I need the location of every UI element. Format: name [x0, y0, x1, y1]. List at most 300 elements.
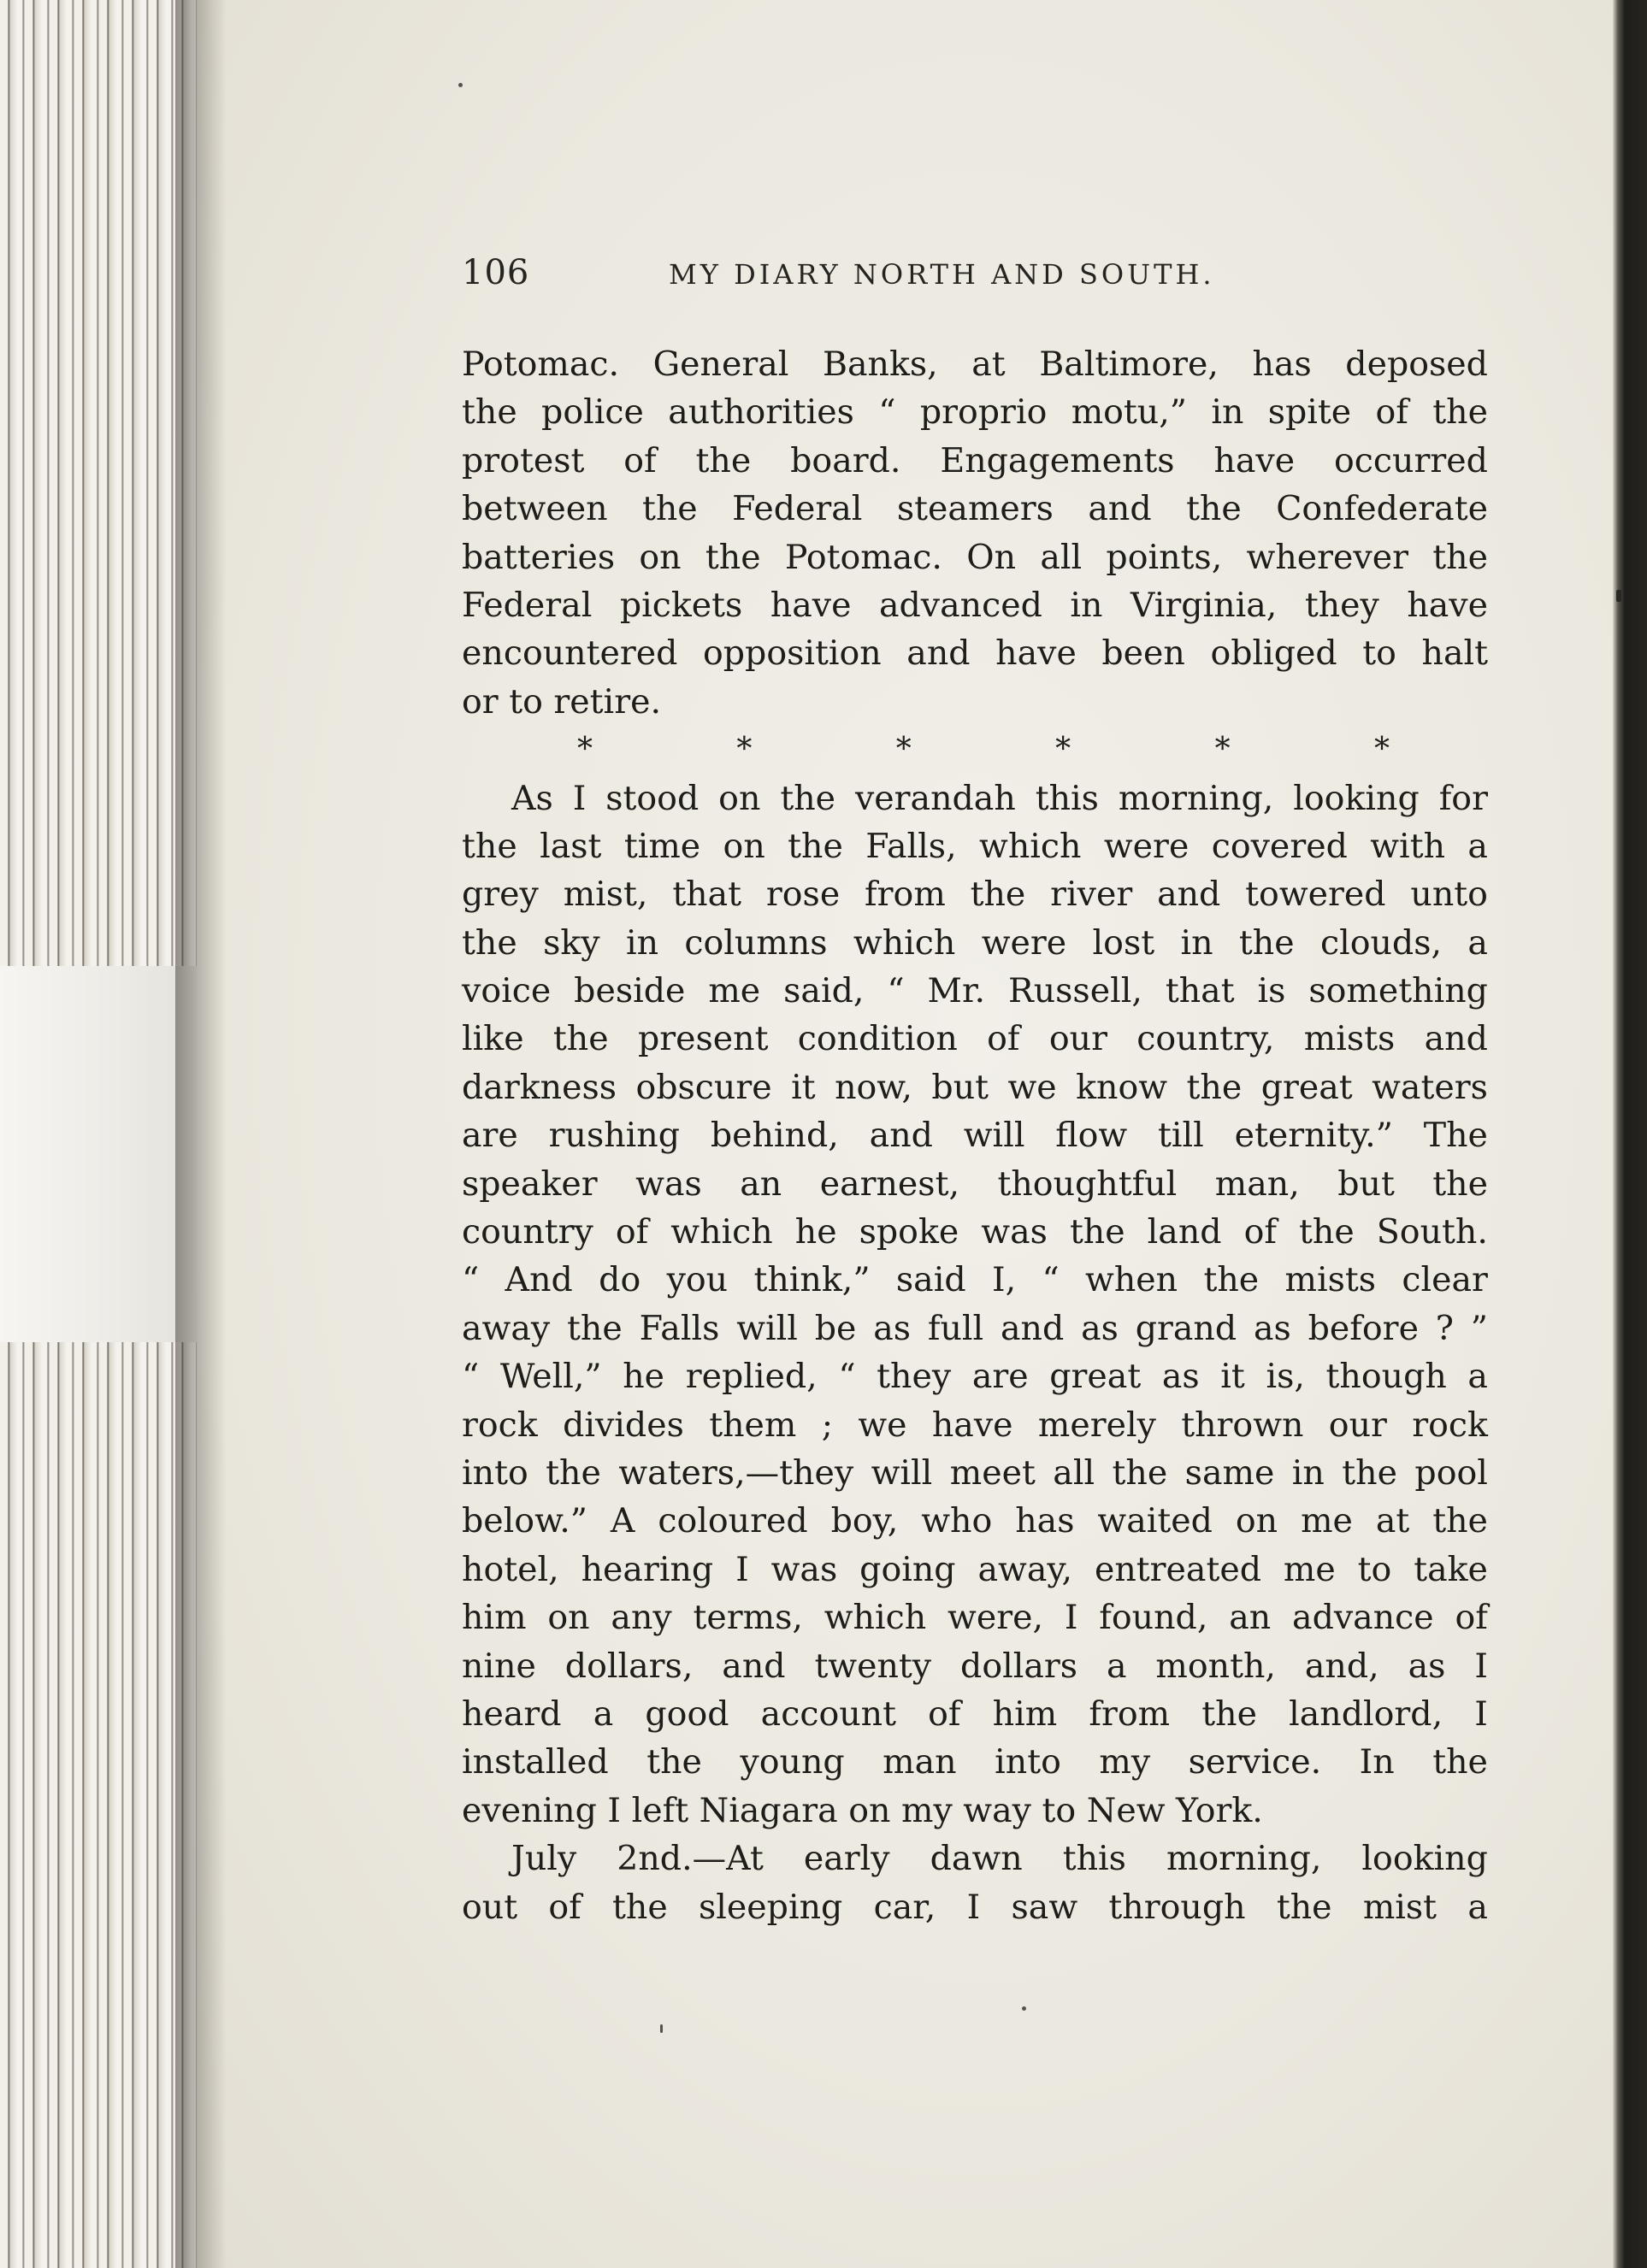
running-head: [462, 253, 1317, 304]
word: land: [1147, 1212, 1222, 1252]
word: hearing: [581, 1549, 714, 1589]
word: have: [1213, 440, 1296, 480]
word: the: [705, 537, 761, 577]
word: obscure: [635, 1067, 772, 1107]
word: and: [1000, 1308, 1065, 1348]
asterisk: *: [1214, 732, 1231, 768]
word: of: [1243, 1212, 1277, 1252]
word: obliged: [1210, 633, 1337, 674]
word: as: [873, 1308, 912, 1348]
paper-speck: [458, 83, 463, 87]
word: has: [1252, 345, 1312, 384]
word: they: [877, 1357, 952, 1397]
body-text: [462, 340, 1488, 1931]
word: thoughtful: [997, 1163, 1178, 1204]
word: the: [1432, 537, 1488, 577]
word: the: [462, 392, 517, 433]
word: me: [708, 971, 761, 1011]
word: month,: [1155, 1646, 1276, 1686]
word: “: [462, 1357, 480, 1397]
paper-speck: [1022, 2006, 1026, 2011]
word: but: [931, 1067, 989, 1107]
word: boy,: [830, 1501, 899, 1541]
word: as: [1408, 1646, 1446, 1686]
word: be: [814, 1308, 857, 1348]
word: morning,: [1166, 1839, 1322, 1879]
word: between: [462, 489, 608, 529]
asterisk: *: [1055, 732, 1071, 768]
word: car,: [873, 1887, 936, 1927]
word: before: [1308, 1308, 1419, 1348]
word: said,: [783, 971, 865, 1011]
word: stood: [605, 778, 700, 818]
word: a: [1467, 922, 1488, 963]
word: through: [1108, 1887, 1246, 1927]
text-line: [462, 1015, 1488, 1063]
word: eternity.”: [1234, 1116, 1393, 1156]
word: ;: [821, 1405, 833, 1445]
word: replied,: [685, 1357, 818, 1397]
word: towered: [1245, 875, 1386, 915]
word: sleeping: [699, 1887, 843, 1927]
word: behind,: [710, 1116, 839, 1156]
word: away: [462, 1308, 551, 1348]
word: of: [615, 1212, 649, 1252]
text-line: [462, 1305, 1488, 1352]
word: covered: [1211, 826, 1348, 866]
word: advanced: [878, 585, 1042, 625]
text-line: [462, 822, 1488, 870]
word: and: [722, 1646, 786, 1686]
word: will: [963, 1116, 1025, 1156]
word: of: [623, 440, 657, 480]
word: on: [718, 778, 761, 818]
word: for: [1438, 778, 1488, 818]
word: account: [760, 1694, 896, 1734]
word: river: [1050, 875, 1133, 915]
word: and: [906, 633, 971, 674]
word: flow: [1055, 1116, 1128, 1156]
word: in: [1211, 392, 1244, 433]
text-line: [462, 1256, 1488, 1304]
word: rushing: [548, 1116, 681, 1156]
word: clouds,: [1319, 922, 1443, 963]
word: as: [1253, 1308, 1291, 1348]
word: think,”: [753, 1260, 871, 1300]
word: the: [1238, 922, 1295, 963]
word: of: [987, 1019, 1020, 1059]
word: mist,: [563, 875, 648, 915]
word: batteries: [462, 537, 616, 577]
word: the: [462, 826, 517, 866]
word: a: [1467, 826, 1488, 866]
word: Engagements: [940, 440, 1175, 480]
word: ?: [1435, 1308, 1454, 1348]
word: “: [1042, 1260, 1060, 1300]
word: waited: [1097, 1501, 1213, 1541]
running-title: MY DIARY NORTH AND SOUTH.: [669, 258, 1215, 291]
word: the: [1432, 1501, 1488, 1541]
word: darkness: [462, 1067, 617, 1107]
word: divides: [563, 1405, 684, 1445]
section-break: [462, 726, 1488, 774]
word: dollars,: [564, 1646, 694, 1686]
word: with: [1370, 826, 1446, 866]
word: spite: [1267, 392, 1352, 433]
word: points,: [1106, 537, 1223, 577]
word: wherever: [1246, 537, 1408, 577]
word: installed: [462, 1742, 609, 1782]
word: the: [1432, 1742, 1488, 1782]
word: dawn: [930, 1839, 1023, 1879]
word: “: [878, 392, 896, 433]
stacked-page-edges: [0, 0, 197, 2268]
word: found,: [1099, 1598, 1208, 1638]
text-line: [462, 775, 1488, 822]
word: pool: [1414, 1452, 1488, 1493]
word: dollars: [960, 1646, 1078, 1686]
word: who: [921, 1501, 993, 1541]
word: this: [1062, 1839, 1126, 1879]
word: earnest,: [819, 1163, 960, 1204]
word: were: [981, 922, 1067, 963]
word: will: [871, 1452, 933, 1493]
word: though: [1325, 1357, 1447, 1397]
word: in: [625, 922, 659, 963]
word: Virginia,: [1130, 585, 1278, 625]
word: a: [1106, 1646, 1127, 1686]
word: encountered: [462, 633, 678, 674]
text-line: [462, 1690, 1488, 1738]
word: country,: [1136, 1019, 1275, 1059]
word: I: [572, 778, 587, 818]
word: which: [670, 1212, 773, 1252]
word: the: [780, 778, 836, 818]
word: of: [548, 1887, 581, 1927]
word: but: [1337, 1163, 1395, 1204]
word: good: [645, 1694, 729, 1734]
word: an: [740, 1163, 782, 1204]
asterisk: *: [577, 732, 593, 768]
word: lost: [1092, 922, 1155, 963]
asterisk: *: [1373, 732, 1390, 768]
text-line: [462, 1546, 1488, 1593]
word: in: [1070, 585, 1103, 625]
text-line: [462, 533, 1488, 581]
word: the: [1299, 1212, 1355, 1252]
word: early: [803, 1839, 890, 1879]
word: full: [927, 1308, 984, 1348]
text-line: [462, 1835, 1488, 1882]
word: “: [887, 971, 905, 1011]
word: columns: [684, 922, 828, 963]
word: it: [791, 1067, 816, 1107]
word: the: [1342, 1452, 1397, 1493]
word: a: [593, 1694, 614, 1734]
word: landlord,: [1289, 1694, 1443, 1734]
word: General: [652, 345, 789, 384]
word: that: [672, 875, 742, 915]
word: spoke: [859, 1212, 959, 1252]
word: as: [1081, 1308, 1119, 1348]
text-line: [462, 1352, 1488, 1400]
word: the: [567, 1308, 623, 1348]
word: take: [1414, 1549, 1488, 1589]
word: motu,”: [1071, 392, 1187, 433]
word: me: [1301, 1501, 1353, 1541]
word: I: [735, 1549, 749, 1589]
word: and,: [1304, 1646, 1379, 1686]
word: Potomac.: [462, 345, 620, 384]
word: “: [462, 1260, 480, 1300]
word: me: [1283, 1549, 1336, 1589]
word: we: [1007, 1067, 1057, 1107]
word: a: [1467, 1357, 1488, 1397]
word: service.: [1188, 1742, 1322, 1782]
word: last: [540, 826, 602, 866]
word: was: [635, 1163, 702, 1204]
word: I: [1064, 1598, 1078, 1638]
word: him: [462, 1598, 527, 1638]
word: an: [1229, 1598, 1272, 1638]
word: clear: [1402, 1260, 1488, 1300]
word: Banks,: [822, 345, 938, 384]
word: the: [641, 489, 698, 529]
word: waters,—they: [618, 1452, 854, 1493]
word: the: [695, 440, 752, 480]
line-text: evening I left Niagara on my way to New York.: [462, 1790, 1263, 1830]
word: all: [1040, 537, 1083, 577]
word: grey: [462, 875, 539, 915]
text-line: [462, 1401, 1488, 1449]
word: Mr.: [927, 971, 986, 1011]
word: that: [1165, 971, 1235, 1011]
text-line: [462, 340, 1488, 388]
word: on: [547, 1598, 590, 1638]
word: Confederate: [1276, 489, 1488, 529]
word: A: [610, 1501, 635, 1541]
text-line: [462, 1883, 1488, 1931]
word: the: [970, 875, 1026, 915]
word: have: [1407, 585, 1488, 625]
text-line: [462, 1593, 1488, 1641]
text-line: [462, 919, 1488, 967]
word: heard: [462, 1694, 562, 1734]
word: I,: [991, 1260, 1017, 1300]
word: in: [1180, 922, 1213, 963]
word: mist: [1362, 1887, 1437, 1927]
word: have: [770, 585, 852, 625]
asterisk: *: [895, 732, 912, 768]
word: have: [931, 1405, 1013, 1445]
word: rose: [765, 875, 841, 915]
word: now,: [835, 1067, 912, 1107]
word: the: [1112, 1452, 1168, 1493]
word: from: [1089, 1694, 1171, 1734]
word: the: [612, 1887, 668, 1927]
word: I: [1474, 1646, 1488, 1686]
paper-speck: [1616, 590, 1621, 602]
word: Falls: [639, 1308, 720, 1348]
word: as: [1161, 1357, 1200, 1397]
word: he: [623, 1357, 665, 1397]
word: into: [462, 1452, 528, 1493]
word: him: [992, 1694, 1058, 1734]
word: the: [1276, 1887, 1332, 1927]
word: advance: [1292, 1598, 1434, 1638]
word: were,: [947, 1598, 1044, 1638]
word: we: [858, 1405, 907, 1445]
line-text: or to retire.: [462, 681, 662, 722]
word: said: [895, 1260, 966, 1300]
word: the: [646, 1742, 702, 1782]
word: terms,: [693, 1598, 803, 1638]
word: On: [966, 537, 1017, 577]
word: As: [511, 778, 553, 818]
gutter-shadow: [175, 0, 227, 2268]
word: twenty: [814, 1646, 932, 1686]
word: ”: [1470, 1308, 1488, 1348]
word: below.”: [462, 1501, 587, 1541]
word: going: [859, 1549, 956, 1589]
word: he: [794, 1212, 837, 1252]
text-line: [462, 1111, 1488, 1159]
paper-speck: [660, 2024, 663, 2033]
word: them: [709, 1405, 797, 1445]
text-line: [462, 485, 1488, 533]
word: man,: [1214, 1163, 1300, 1204]
text-line: [462, 1208, 1488, 1256]
word: a: [1467, 1887, 1488, 1927]
text-line: [462, 629, 1488, 677]
word: mists: [1303, 1019, 1396, 1059]
word: the: [552, 1019, 609, 1059]
word: out: [462, 1887, 518, 1927]
word: have: [995, 633, 1077, 674]
word: opposition: [702, 633, 882, 674]
text-line: [462, 1063, 1488, 1111]
word: was: [770, 1549, 838, 1589]
word: time: [623, 826, 701, 866]
word: South.: [1376, 1212, 1488, 1252]
word: mists: [1284, 1260, 1377, 1300]
word: away,: [977, 1549, 1073, 1589]
word: “: [838, 1357, 856, 1397]
word: In: [1359, 1742, 1395, 1782]
word: entreated: [1094, 1549, 1261, 1589]
text-line: [462, 967, 1488, 1015]
word: beside: [574, 971, 686, 1011]
word: in: [1291, 1452, 1325, 1493]
word: nine: [462, 1646, 536, 1686]
word: the: [1432, 392, 1488, 433]
text-line: [462, 870, 1488, 918]
text-line: [462, 1497, 1488, 1545]
word: like: [462, 1019, 524, 1059]
word: hotel,: [462, 1549, 559, 1589]
word: our: [1048, 1019, 1107, 1059]
word: which: [824, 1598, 927, 1638]
word: to: [1362, 633, 1396, 674]
word: of: [928, 1694, 961, 1734]
word: has: [1015, 1501, 1075, 1541]
word: and: [1424, 1019, 1488, 1059]
word: verandah: [854, 778, 1016, 818]
word: the: [1432, 1163, 1488, 1204]
word: authorities: [668, 392, 854, 433]
word: are: [971, 1357, 1029, 1397]
word: pickets: [619, 585, 743, 625]
page-number: 106: [462, 253, 530, 292]
word: 2nd.—At: [617, 1839, 764, 1879]
word: waters: [1372, 1067, 1488, 1107]
word: at: [971, 345, 1006, 384]
word: proprio: [919, 392, 1048, 433]
word: same: [1184, 1452, 1275, 1493]
word: Potomac.: [784, 537, 942, 577]
word: they: [1304, 585, 1379, 625]
word: speaker: [462, 1163, 598, 1204]
word: the: [1186, 489, 1242, 529]
word: morning,: [1118, 778, 1274, 818]
word: of: [1375, 392, 1408, 433]
word: till: [1158, 1116, 1204, 1156]
word: looking: [1293, 778, 1420, 818]
word: any: [611, 1598, 672, 1638]
text-line: [462, 1738, 1488, 1786]
word: which: [853, 922, 956, 963]
word: the: [1069, 1212, 1125, 1252]
word: man: [883, 1742, 957, 1782]
word: will: [736, 1308, 798, 1348]
asterisk: *: [736, 732, 753, 768]
word: and: [1157, 875, 1221, 915]
word: all: [1053, 1452, 1095, 1493]
word: and: [869, 1116, 933, 1156]
word: this: [1035, 778, 1099, 818]
word: halt: [1421, 633, 1488, 674]
word: And: [505, 1260, 573, 1300]
text-line: [462, 1642, 1488, 1690]
word: Russell,: [1007, 971, 1142, 1011]
word: Well,”: [499, 1357, 602, 1397]
text-line: [462, 437, 1488, 485]
word: I: [966, 1887, 981, 1927]
word: our: [1328, 1405, 1387, 1445]
word: to: [1357, 1549, 1392, 1589]
word: the: [1201, 1694, 1257, 1734]
right-book-edge: [1613, 0, 1647, 2268]
word: merely: [1037, 1405, 1156, 1445]
text-line: [462, 388, 1488, 436]
word: saw: [1011, 1887, 1078, 1927]
word: the: [788, 826, 843, 866]
word: Falls,: [865, 826, 957, 866]
word: occurred: [1334, 440, 1488, 480]
word: deposed: [1345, 345, 1488, 384]
word: sky: [543, 922, 600, 963]
text-line: [462, 1449, 1488, 1497]
word: young: [740, 1742, 845, 1782]
word: July: [511, 1839, 577, 1879]
word: great: [1260, 1067, 1353, 1107]
word: which: [979, 826, 1082, 866]
word: when: [1085, 1260, 1178, 1300]
word: rock: [462, 1405, 538, 1445]
word: it: [1220, 1357, 1245, 1397]
word: and: [1088, 489, 1152, 529]
word: unto: [1410, 875, 1488, 915]
